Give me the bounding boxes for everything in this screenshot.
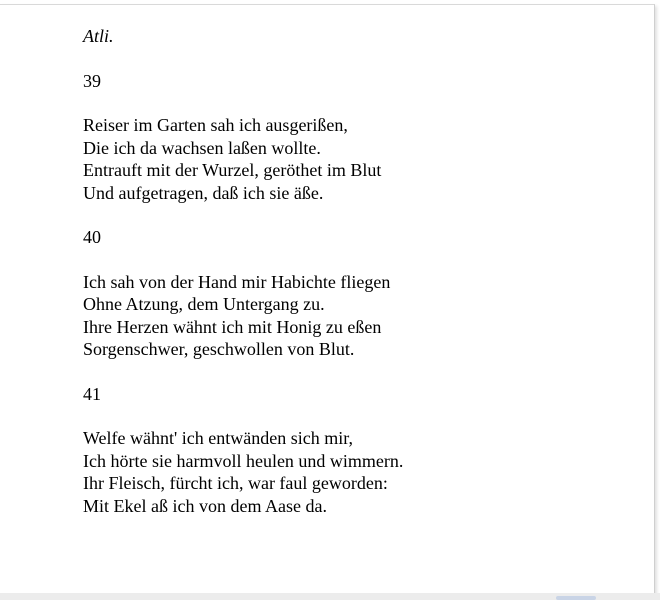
verse-line: Reiser im Garten sah ich ausgerißen,	[83, 115, 348, 135]
verse-line: Sorgenschwer, geschwollen von Blut.	[83, 339, 355, 359]
stanza	[83, 271, 403, 361]
verse-line: Entrauft mit der Wurzel, geröthet im Blut	[83, 160, 382, 180]
stanza-number: 41	[83, 383, 101, 404]
document-page	[0, 4, 655, 594]
stanza-number: 39	[83, 70, 101, 91]
verse-line: Mit Ekel aß ich von dem Aase da.	[83, 495, 327, 516]
poem-title: Atli.	[83, 26, 114, 46]
verse-line: Die ich da wachsen laßen wollte.	[83, 137, 321, 158]
stanza	[83, 427, 403, 517]
verse-line: Ihr Fleisch, fürcht ich, war faul geworden:	[83, 473, 388, 493]
stanza-number: 40	[83, 227, 101, 247]
scrollbar-thumb[interactable]	[556, 596, 596, 600]
verse-line: Ohne Atzung, dem Untergang zu.	[83, 294, 325, 314]
verse-line: Und aufgetragen, daß ich sie äße.	[83, 182, 324, 203]
verse-line: Ich sah von der Hand mir Habichte fliegen	[83, 271, 391, 292]
page-content	[83, 25, 403, 517]
verse-line: Ich hörte sie harmvoll heulen und wimmern.	[83, 450, 404, 471]
stanza	[83, 114, 403, 204]
verse-line: Ihre Herzen wähnt ich mit Honig zu eßen	[83, 316, 382, 337]
verse-line: Welfe wähnt' ich entwänden sich mir,	[83, 428, 353, 448]
